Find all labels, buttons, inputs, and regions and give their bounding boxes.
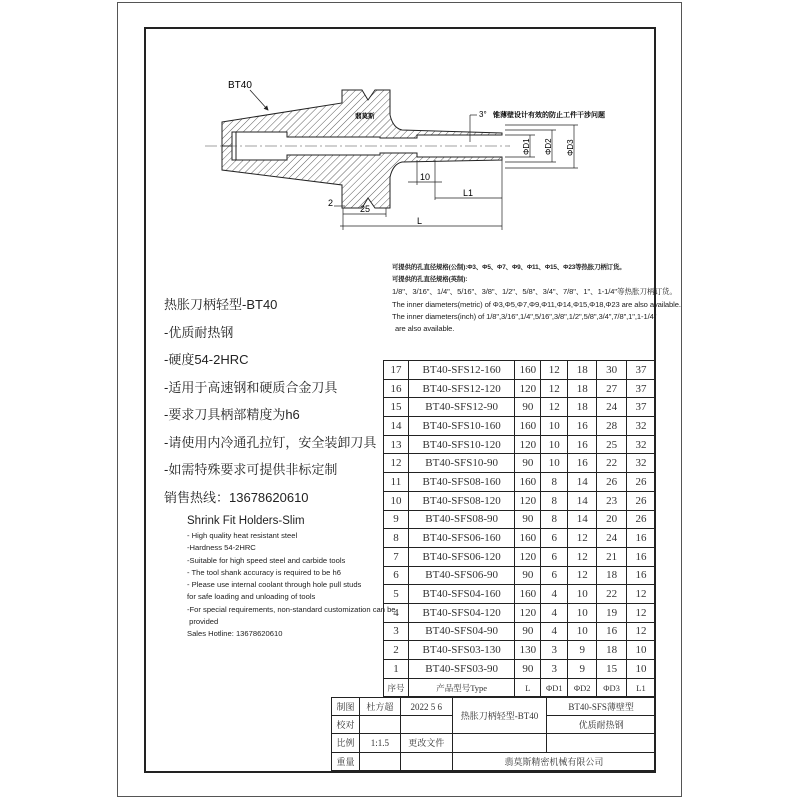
cell-length-l: 90 [515,510,541,529]
cn-feature-item: -要求刀具柄部精度为h6 [164,407,300,422]
cell-d2: 14 [568,510,597,529]
cell-d1: 8 [541,473,568,492]
cell-d2: 14 [568,473,597,492]
title-block [331,697,656,771]
cell-d3: 22 [597,585,627,604]
cell-d1: 4 [541,622,568,641]
cell-length-l1: 32 [627,454,656,473]
dim-l1: L1 [463,188,474,198]
cell-type: BT40-SFS08-90 [408,510,514,529]
blank-cell [547,734,656,752]
cell-d3: 19 [597,603,627,622]
table-row [384,473,656,492]
cell-d1: 12 [541,379,568,398]
cell-d2: 10 [568,622,597,641]
cell-d2: 16 [568,435,597,454]
table-row [384,547,656,566]
cell-type: BT40-SFS03-90 [408,660,514,679]
scale-value: 1:1.5 [359,734,400,752]
cell-d1: 10 [541,454,568,473]
en-feature-item: -For special requirements, non-standard customization can be [187,604,396,614]
note-cn-inch: 1/8"、3/16"、1/4"、5/16"、3/8"、1/2"、5/8"、3/4"、7/8"、1"、1-1/4"等热胀刀柄订货。 [392,287,677,297]
cell-d2: 18 [568,379,597,398]
en-feature-item: - High quality heat resistant steel [187,531,298,540]
checked-by [359,716,400,734]
dim-2: 2 [328,198,334,208]
note-cn-metric: 可提供的孔直径规格(公制):Φ3、Φ5、Φ7、Φ9、Φ11、Φ15、Φ23等热胀刀柄订货。 [392,264,626,271]
note-en-inch: The inner diameters(inch) of 1/8",3/16",1/4",5/16",3/8",1/2",5/8",3/4",7/8",1",1-1/4" [392,311,657,321]
note-cn-inch-title: 可提供的孔直径规格(英制): [392,276,468,284]
cell-d3: 21 [597,547,627,566]
cell-length-l: 120 [515,491,541,510]
cell-d2: 10 [568,585,597,604]
cell-length-l1: 32 [627,417,656,436]
cell-length-l1: 37 [627,379,656,398]
cell-type: BT40-SFS04-120 [408,603,514,622]
cell-d2: 12 [568,529,597,548]
cell-row-number: 15 [384,398,409,417]
cn-feature-item: -如需特殊要求可提供非标定制 [164,462,338,477]
cell-length-l: 90 [515,566,541,585]
header-d3: ΦD3 [597,678,627,697]
tool-holder-section-drawing [0,0,800,260]
weight-label: 重量 [332,752,360,770]
note-en-inch-2: are also available. [395,324,455,334]
cell-length-l: 130 [515,641,541,660]
brand-mark: 翡莫斯 [355,113,375,120]
cell-length-l: 120 [515,435,541,454]
cell-type: BT40-SFS06-90 [408,566,514,585]
cell-d1: 10 [541,435,568,454]
cell-d2: 18 [568,398,597,417]
cell-length-l: 90 [515,398,541,417]
cell-length-l1: 10 [627,641,656,660]
cell-d2: 18 [568,361,597,380]
company-name: 翡莫斯精密机械有限公司 [452,752,655,770]
holder-body-lower [222,146,502,208]
drawing-date: 2022 5 6 [400,698,452,716]
cell-type: BT40-SFS08-160 [408,473,514,492]
header-length-l: L [515,678,541,697]
en-feature-item: provided [187,617,219,627]
table-header-row [384,678,656,697]
cell-d1: 10 [541,417,568,436]
cell-d2: 16 [568,454,597,473]
table-row [384,454,656,473]
spec-table [383,360,656,697]
cn-feature-item: -优质耐热钢 [164,324,234,340]
dim-d3: ΦD3 [566,139,575,156]
cell-row-number: 6 [384,566,409,585]
table-row [384,398,656,417]
cell-row-number: 12 [384,454,409,473]
cell-d3: 25 [597,435,627,454]
cell-length-l1: 26 [627,491,656,510]
header-d1: ΦD1 [541,678,568,697]
header-length-l1: L1 [627,678,656,697]
cell-d1: 3 [541,660,568,679]
cell-length-l1: 16 [627,566,656,585]
cell-d1: 12 [541,361,568,380]
cell-type: BT40-SFS08-120 [408,491,514,510]
cell-d1: 6 [541,547,568,566]
cell-length-l1: 26 [627,473,656,492]
cell-row-number: 4 [384,603,409,622]
cell-length-l: 120 [515,547,541,566]
cell-length-l: 120 [515,379,541,398]
cell-row-number: 2 [384,641,409,660]
cell-length-l1: 16 [627,547,656,566]
cell-d2: 9 [568,660,597,679]
cell-d1: 6 [541,529,568,548]
table-row [384,435,656,454]
cn-feature-item: 销售热线：13678620610 [164,489,309,505]
cell-type: BT40-SFS10-160 [408,417,514,436]
cell-d2: 14 [568,491,597,510]
cell-d3: 22 [597,454,627,473]
cell-length-l1: 32 [627,435,656,454]
table-row [384,566,656,585]
cell-row-number: 7 [384,547,409,566]
cell-length-l1: 37 [627,398,656,417]
cell-d2: 10 [568,603,597,622]
cell-row-number: 5 [384,585,409,604]
dim-d1: ΦD1 [522,138,531,155]
cell-d1: 3 [541,641,568,660]
table-row [384,417,656,436]
header-d2: ΦD2 [568,678,597,697]
cell-length-l: 90 [515,622,541,641]
cell-row-number: 11 [384,473,409,492]
cell-row-number: 1 [384,660,409,679]
angle-note: 锥薄壁设计有效的防止工件干涉问题 [493,112,605,119]
cell-length-l1: 37 [627,361,656,380]
cell-length-l: 90 [515,454,541,473]
cell-length-l1: 12 [627,622,656,641]
cell-length-l: 120 [515,603,541,622]
cell-d3: 18 [597,641,627,660]
cell-row-number: 8 [384,529,409,548]
header-row-number: 序号 [384,678,409,697]
cell-length-l1: 26 [627,510,656,529]
cell-type: BT40-SFS06-160 [408,529,514,548]
cell-length-l: 160 [515,529,541,548]
cell-type: BT40-SFS10-90 [408,454,514,473]
cn-feature-item: -硬度54-2HRC [164,352,249,367]
cell-length-l1: 16 [627,529,656,548]
cell-length-l1: 10 [627,660,656,679]
en-feature-item: - The tool shank accuracy is required to be h6 [187,567,341,577]
drawn-by: 杜方超 [359,698,400,716]
cell-type: BT40-SFS04-160 [408,585,514,604]
cell-d3: 20 [597,510,627,529]
header-type: 产品型号Type [408,678,514,697]
cell-row-number: 16 [384,379,409,398]
scale-label: 比例 [332,734,360,752]
cell-row-number: 17 [384,361,409,380]
cell-d3: 23 [597,491,627,510]
dim-25: 25 [360,204,371,214]
check-date [400,716,452,734]
cell-type: BT40-SFS03-130 [408,641,514,660]
cell-type: BT40-SFS04-90 [408,622,514,641]
cell-row-number: 13 [384,435,409,454]
check-label: 校对 [332,716,360,734]
revision-label: 更改文件 [400,734,452,752]
en-feature-list [187,513,396,641]
bt40-leader [250,90,268,110]
dim-10: 10 [420,172,431,182]
en-feature-title: Shrink Fit Holders-Slim [187,515,305,527]
dim-l: L [417,216,423,226]
material: 优质耐热钢 [547,716,656,734]
cell-row-number: 3 [384,622,409,641]
blank-cell [452,734,547,752]
cell-length-l: 160 [515,473,541,492]
weight-value [359,752,400,770]
cell-d3: 27 [597,379,627,398]
table-row [384,491,656,510]
en-feature-item: -Hardness 54-2HRC [187,543,256,553]
cell-type: BT40-SFS12-90 [408,398,514,417]
cn-feature-item: -请使用内冷通孔拉钉，安全装卸刀具 [164,434,377,450]
table-row [384,361,656,380]
cell-d3: 24 [597,529,627,548]
drawn-label: 制图 [332,698,360,716]
cell-length-l: 90 [515,660,541,679]
cell-d3: 26 [597,473,627,492]
dim-d2: ΦD2 [544,138,553,155]
cell-row-number: 9 [384,510,409,529]
table-row [384,660,656,679]
diameter-notes [392,262,681,335]
part-name: 热胀刀柄轻型-BT40 [452,698,547,734]
table-row [384,603,656,622]
cell-length-l: 160 [515,361,541,380]
cell-d3: 18 [597,566,627,585]
en-feature-item: Sales Hotline: 13678620610 [187,629,283,639]
en-feature-item: - Please use internal coolant through hole pull studs [187,580,362,590]
table-row [384,529,656,548]
cell-d1: 4 [541,585,568,604]
cn-feature-list [164,295,376,515]
cell-d1: 12 [541,398,568,417]
cell-d1: 4 [541,603,568,622]
cell-d3: 30 [597,361,627,380]
cell-d1: 8 [541,491,568,510]
cn-feature-item: -适用于高速钢和硬质合金刀具 [164,379,338,395]
cell-d3: 28 [597,417,627,436]
cell-length-l: 160 [515,417,541,436]
en-feature-item: -Suitable for high speed steel and carbide tools [187,555,346,565]
cell-d3: 16 [597,622,627,641]
bt40-label: BT40 [228,80,252,91]
table-row [384,585,656,604]
cell-d3: 15 [597,660,627,679]
blank-cell [400,752,452,770]
cell-type: BT40-SFS12-160 [408,361,514,380]
angle-label: 3° [479,110,487,119]
cell-row-number: 14 [384,417,409,436]
cell-row-number: 10 [384,491,409,510]
table-row [384,379,656,398]
cell-d2: 12 [568,566,597,585]
table-row [384,622,656,641]
cell-d1: 8 [541,510,568,529]
cell-type: BT40-SFS10-120 [408,435,514,454]
cell-d2: 9 [568,641,597,660]
cell-length-l1: 12 [627,603,656,622]
cell-d2: 16 [568,417,597,436]
cell-length-l1: 12 [627,585,656,604]
cell-d3: 24 [597,398,627,417]
cell-d2: 12 [568,547,597,566]
cell-d1: 6 [541,566,568,585]
table-row [384,641,656,660]
cell-type: BT40-SFS06-120 [408,547,514,566]
cn-feature-title: 热胀刀柄轻型-BT40 [164,297,278,312]
table-row [384,510,656,529]
cell-type: BT40-SFS12-120 [408,379,514,398]
series-name: BT40-SFS薄壁型 [547,698,656,716]
cell-length-l: 160 [515,585,541,604]
note-en-metric: The inner diameters(metric) of Φ3,Φ5,Φ7,Φ9,Φ11,Φ14,Φ15,Φ18,Φ23 are also available. [392,299,681,309]
en-feature-item: for safe loading and unloading of tools [187,592,316,602]
